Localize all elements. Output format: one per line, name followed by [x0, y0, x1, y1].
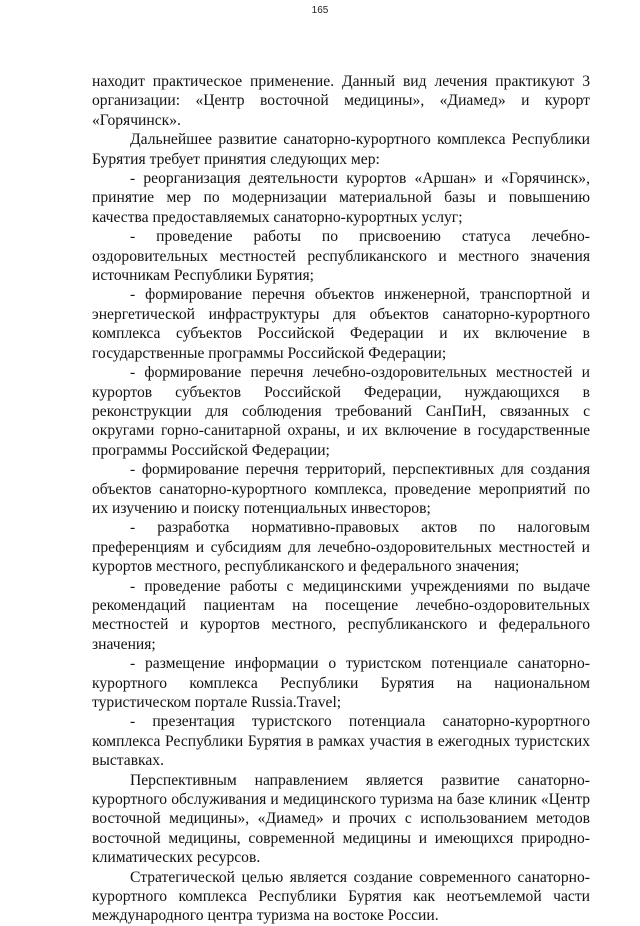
list-item-status-assignment: - проведение работы по присвоению статуса лечебно-оздоровительных местностей республиканского и местного значения источникам Республики Бурятия;: [92, 228, 590, 285]
paragraph-continuation: находит практическое применение. Данный вид лечения практикуют 3 организации: «Центр восточной медицины», «Диамед» и курорт «Горячинск».: [92, 73, 590, 129]
list-item-legal-acts: - разработка нормативно-правовых актов по налоговым преференциям и субсидиям для лечебно-оздоровительных местностей и курортов местного, республиканского и федерального значения;: [92, 519, 590, 576]
paragraph-strategic-goal: Стратегической целью является создание современного санаторно-курортного комплекса Республики Бурятия как неотъемлемой части международного центра туризма на востоке России.: [92, 868, 590, 925]
list-item-territories: - формирование перечня территорий, перспективных для создания объектов санаторно-курортного комплекса, проведение мероприятий по их изучению и поиску потенциальных инвесторов;: [92, 461, 590, 517]
list-item-russia-travel: - размещение информации о туристском потенциале санаторно-курортного комплекса Республики Бурятия на национальном туристическом портале Russia.Travel;: [92, 655, 590, 711]
list-item-reconstruction: - формирование перечня лечебно-оздоровительных местностей и курортов субъектов Российской Федерации, нуждающихся в реконструкции для соблюдения требований СанПиН, связанных с округами горно-санитарной охраны, и их включение в государственные программы Российской Федерации;: [92, 364, 590, 459]
page-number: 165: [311, 5, 329, 16]
paragraph-measures-intro: Дальнейшее развитие санаторно-курортного комплекса Республики Бурятия требует принятия следующих мер:: [92, 131, 590, 168]
list-item-medical-institutions: - проведение работы с медицинскими учреждениями по выдаче рекомендаций пациентам на посещение лечебно-оздоровительных местностей и курортов местного, республиканского и федерального значения;: [92, 577, 590, 653]
list-item-reorganization: - реорганизация деятельности курортов «Аршан» и «Горячинск», принятие мер по модернизации материальной базы и повышению качества предоставляемых санаторно-курортных услуг;: [92, 170, 590, 226]
body-text: [92, 72, 590, 926]
paragraph-perspective: Перспективным направлением является развитие санаторно-курортного обслуживания и медицинского туризма на базе клиник «Центр восточной медицины», «Диамед» и прочих с использованием методов восточной медицины, современной медицины и имеющихся природно-климатических ресурсов.: [92, 771, 590, 867]
list-item-exhibitions: - презентация туристского потенциала санаторно-курортного комплекса Республики Бурятия в рамках участия в ежегодных туристских выставках.: [92, 713, 590, 770]
list-item-infrastructure: - формирование перечня объектов инженерной, транспортной и энергетической инфраструктуры для объектов санаторно-курортного комплекса субъектов Российской Федерации и их включение в государственные программы Российской Федерации;: [92, 286, 590, 362]
